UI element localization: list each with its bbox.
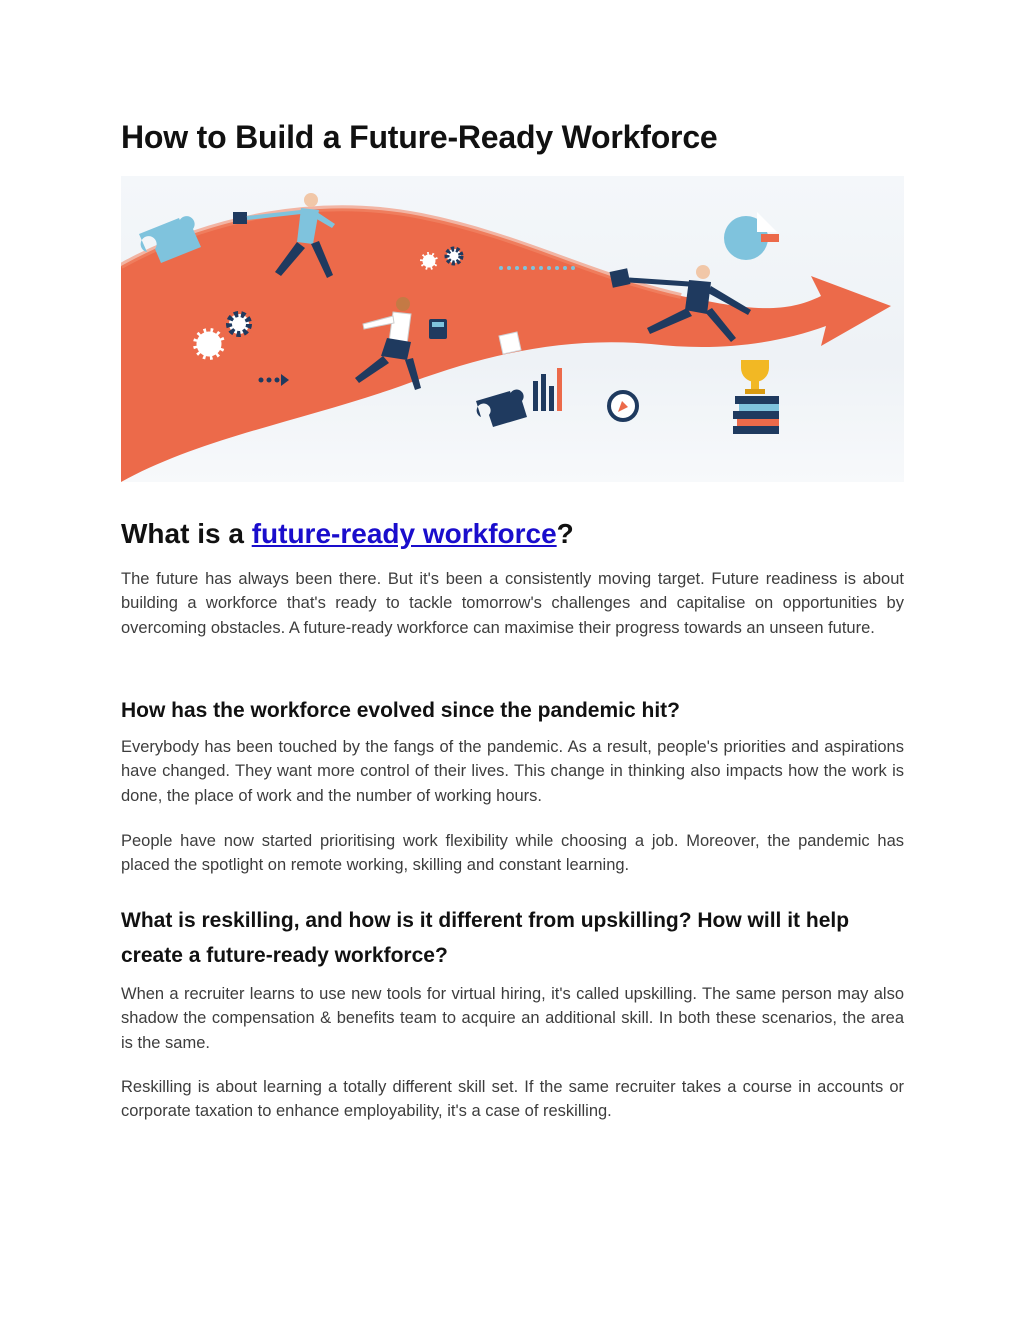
pie-chart-icon <box>724 212 779 260</box>
trophy-icon <box>733 360 779 434</box>
page-title: How to Build a Future-Ready Workforce <box>121 119 718 155</box>
paragraph: The future has always been there. But it's been a consistently moving target. Future readiness is about building a workforce that's ready to tackle tomorrow's challenges and capitalise on opportunities by overcoming obstacles. A future-ready workforce can maximise their progress towards an unseen future. <box>121 570 904 637</box>
paragraph: Reskilling is about learning a totally different skill set. If the same recruiter takes a course in accounts or corporate taxation to enhance employability, it's a case of reskilling. <box>121 1078 904 1121</box>
future-ready-workforce-link[interactable]: future-ready workforce <box>251 518 557 549</box>
paragraph: Everybody has been touched by the fangs of the pandemic. As a result, people's priorities and aspirations have changed. They want more control of their lives. This change in thinking also impacts how the work is done, the place of work and the number of working hours. <box>121 738 904 805</box>
compass-icon <box>609 392 637 420</box>
puzzle-icon <box>476 390 527 427</box>
bar-chart-icon <box>533 368 562 411</box>
section-heading-pandemic: How has the workforce evolved since the pandemic hit? <box>121 699 680 722</box>
section-heading-future-ready <box>121 518 574 550</box>
paragraph: People have now started prioritising work flexibility while choosing a job. Moreover, the pandemic has placed the spotlight on remote working, skilling and constant learning. <box>121 832 904 875</box>
paragraph: When a recruiter learns to use new tools for virtual hiring, it's called upskilling. The same person may also shadow the compensation & benefits team to acquire an additional skill. In both these scenarios, the area is the same. <box>121 985 904 1052</box>
heading-suffix: ? <box>556 518 574 549</box>
section-heading-reskilling: What is reskilling, and how is it different from upskilling? How will it help create a future-ready workforce? <box>121 909 850 967</box>
hero-illustration <box>121 176 904 482</box>
heading-text: What is a <box>121 518 252 549</box>
